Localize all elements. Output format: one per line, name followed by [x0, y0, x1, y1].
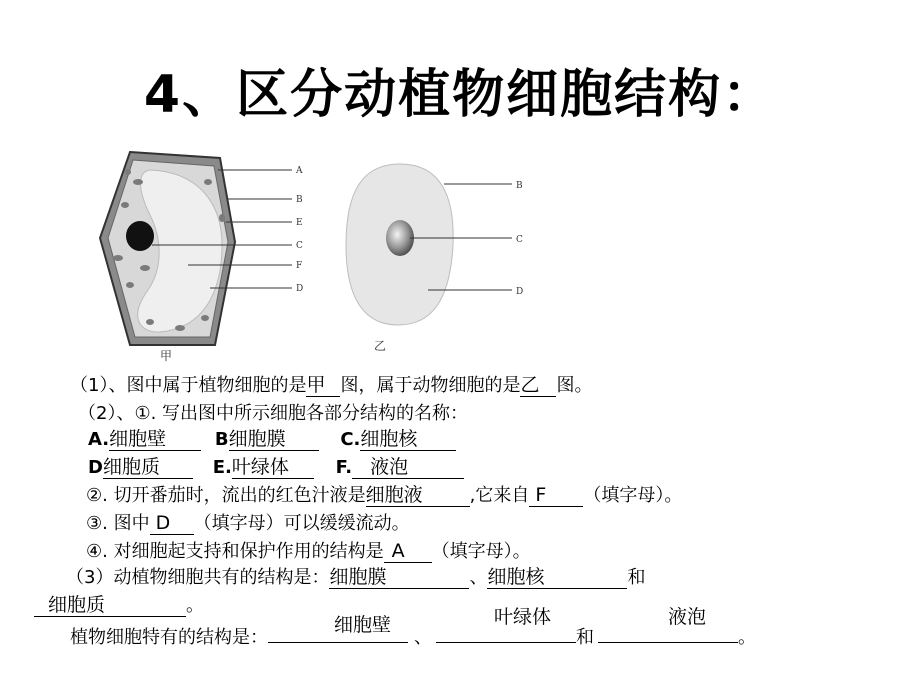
plant-label-A: A	[296, 166, 303, 176]
q3-end2: 。	[738, 627, 756, 648]
animal-cell	[346, 164, 523, 353]
q1-answer-animal[interactable]: 乙	[520, 374, 556, 397]
q2-intro: （2）、①. 写出图中所示细胞各部分结构的名称：	[78, 403, 469, 424]
q1-line	[70, 374, 592, 397]
answer-F[interactable]: 液泡	[352, 456, 464, 479]
answer-s4[interactable]: A	[384, 540, 432, 563]
blank-plant-only-3[interactable]	[598, 622, 738, 643]
q3-line1	[66, 566, 645, 589]
q3-text2: 植物细胞特有的结构是：	[70, 627, 268, 648]
answer-E[interactable]: 叶绿体	[232, 456, 314, 479]
answer-plant-only-1[interactable]: 细胞壁	[334, 614, 392, 636]
s3-text1: ③. 图中	[86, 513, 150, 534]
plant-label-E: E	[296, 218, 303, 228]
plant-label-F: F	[296, 261, 303, 271]
animal-label-B: B	[516, 181, 523, 191]
label-B: B	[214, 429, 229, 450]
answer-D[interactable]: 细胞质	[103, 456, 193, 479]
answer-C[interactable]: 细胞核	[360, 428, 456, 451]
plant-label-B: B	[296, 195, 303, 205]
plant-caption: 甲	[160, 349, 173, 363]
q1-answer-plant[interactable]: 甲	[306, 374, 340, 397]
label-F: F.	[335, 457, 353, 478]
animal-nucleus	[386, 220, 414, 256]
q2-row-abc	[88, 428, 456, 451]
q1-text1: （1）、图中属于植物细胞的是	[70, 375, 307, 396]
q3-line3	[70, 622, 756, 649]
q2-sub3	[86, 512, 410, 535]
q1-text2: 图，属于动物细胞的是	[340, 375, 521, 396]
answer-plant-only-2[interactable]: 叶绿体	[494, 606, 552, 628]
s2-text1: ②. 切开番茄时，流出的红色汁液是	[86, 485, 366, 506]
q3-sep1: 、	[469, 567, 488, 588]
label-C: C.	[340, 429, 361, 450]
answer-s2-origin[interactable]: F	[529, 484, 583, 507]
q3-and: 和	[627, 567, 646, 588]
answer-common-3[interactable]: 细胞质	[34, 594, 186, 617]
animal-label-D: D	[516, 287, 524, 297]
q3-and2: 和	[576, 627, 594, 648]
s4-text2: （填字母）。	[431, 541, 531, 562]
animal-label-C: C	[516, 235, 523, 245]
q3-end: 。	[186, 595, 204, 616]
q2-row-def	[88, 456, 464, 479]
blank-plant-only-1[interactable]	[268, 622, 408, 643]
s2-text2: ,它来自	[469, 485, 530, 506]
answer-s2-sap[interactable]: 细胞液	[366, 484, 470, 507]
answer-A[interactable]: 细胞壁	[109, 428, 201, 451]
q2-sub2	[86, 484, 682, 507]
s2-text3: （填字母）。	[583, 485, 683, 506]
cell-diagram	[0, 140, 560, 375]
q1-text3: 图。	[556, 375, 593, 396]
q3-sep2: 、	[414, 627, 432, 648]
q3-text1: （3）动植物细胞共有的结构是：	[66, 567, 330, 588]
answer-s3[interactable]: D	[150, 512, 194, 535]
s4-text1: ④. 对细胞起支持和保护作用的结构是	[86, 541, 384, 562]
animal-caption: 乙	[374, 339, 387, 353]
q2-sub4	[86, 540, 531, 563]
answer-B[interactable]: 细胞膜	[229, 428, 319, 451]
answer-common-2[interactable]: 细胞核	[487, 566, 627, 589]
page-title: 4、区分动植物细胞结构：	[143, 65, 777, 125]
plant-label-C: C	[296, 241, 303, 251]
label-D: D	[88, 457, 103, 478]
plant-nucleus	[126, 221, 154, 251]
blank-plant-only-2[interactable]	[436, 622, 576, 643]
label-E: E.	[212, 457, 232, 478]
answer-common-1[interactable]: 细胞膜	[329, 566, 469, 589]
plant-cell	[100, 152, 303, 363]
plant-label-D: D	[296, 284, 304, 294]
label-A: A.	[88, 429, 110, 450]
q3-line2	[34, 594, 204, 617]
s3-text2: （填字母）可以缓缓流动。	[193, 513, 410, 534]
answer-plant-only-3[interactable]: 液泡	[668, 606, 707, 628]
